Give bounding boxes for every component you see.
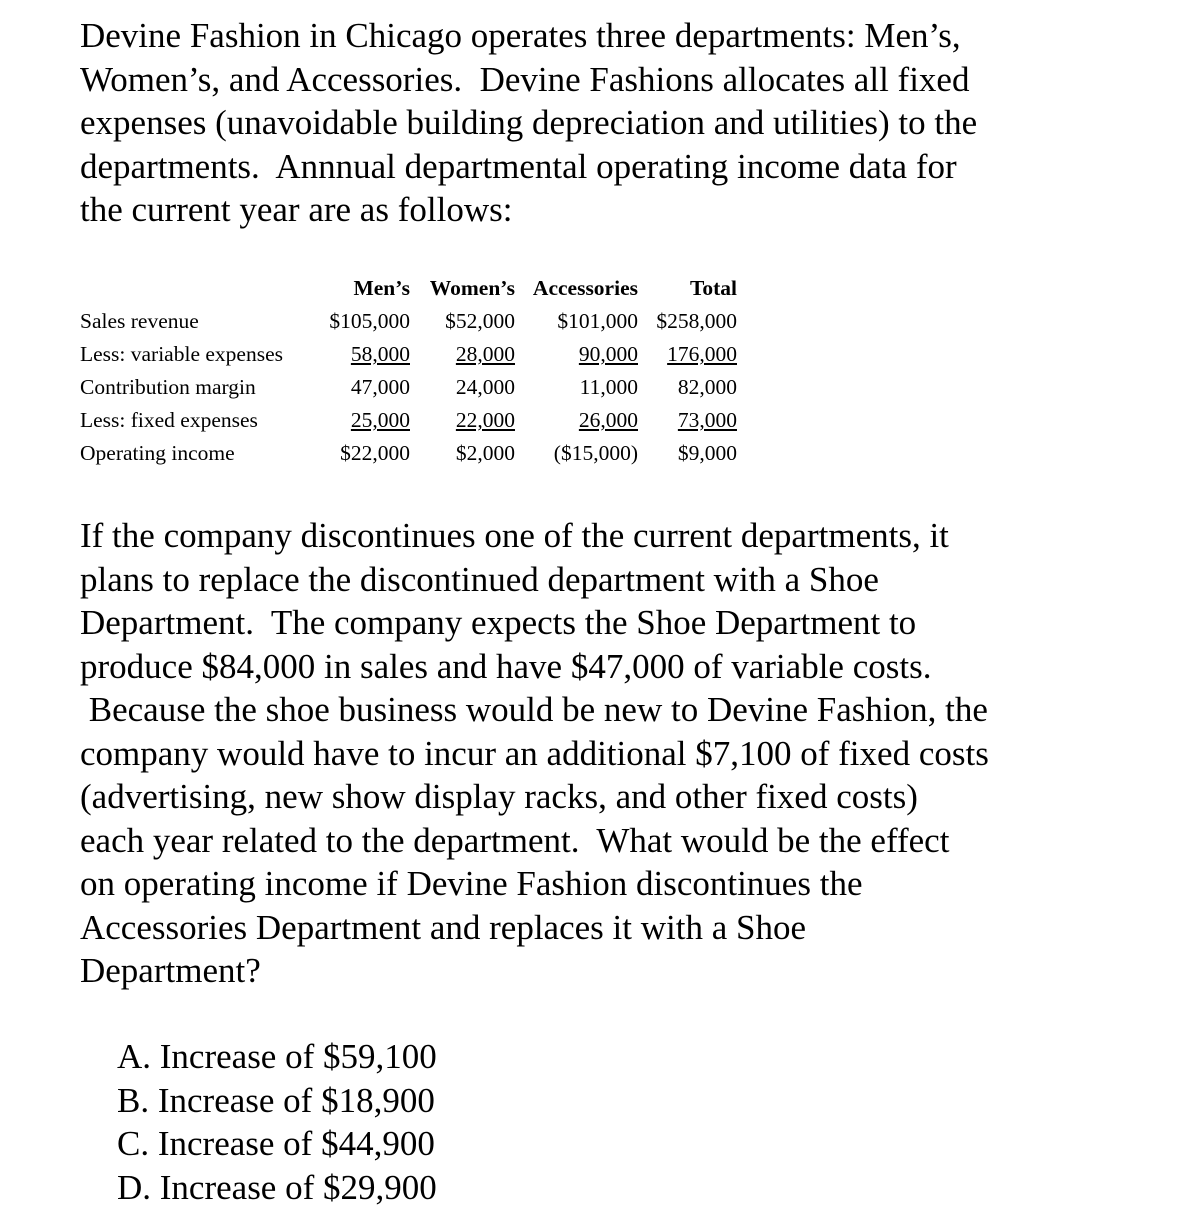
question-line: produce $84,000 in sales and have $47,000 of variable costs. <box>80 646 932 686</box>
table-cell: ($15,000) <box>553 441 638 465</box>
question-line: each year related to the department. What would be the effect <box>80 820 950 860</box>
answer-option[interactable]: A. Increase of $59,100 <box>117 1037 437 1076</box>
column-header: Accessories <box>532 276 638 300</box>
table-cell: 58,000 <box>350 342 410 366</box>
table-cell: 26,000 <box>578 408 638 432</box>
table-cell: 47,000 <box>350 375 410 399</box>
table-cell: 11,000 <box>579 375 638 399</box>
answer-option[interactable]: C. Increase of $44,900 <box>117 1124 435 1163</box>
row-label: Contribution margin <box>80 375 256 399</box>
row-label: Less: fixed expenses <box>80 408 258 432</box>
table-cell: 28,000 <box>455 342 515 366</box>
question-line: Department. The company expects the Shoe Department to <box>80 603 917 642</box>
intro-paragraph <box>80 14 977 232</box>
table-cell: 82,000 <box>677 375 737 399</box>
table-cell: $105,000 <box>329 309 410 333</box>
answer-option[interactable]: B. Increase of $18,900 <box>117 1080 435 1120</box>
intro-line: expenses (unavoidable building depreciation and utilities) to the <box>80 103 978 142</box>
answer-option[interactable]: D. Increase of $29,900 <box>117 1167 437 1207</box>
row-label: Less: variable expenses <box>80 342 283 366</box>
table-cell: 176,000 <box>667 342 737 366</box>
table-cell: $22,000 <box>340 441 410 465</box>
table-cell: 73,000 <box>677 408 737 432</box>
column-header: Men’s <box>353 276 410 300</box>
question-line: (advertising, new show display racks, and other fixed costs) <box>80 777 918 816</box>
column-header: Total <box>690 276 737 300</box>
intro-line: the current year are as follows: <box>80 190 513 229</box>
question-paragraph <box>80 514 989 993</box>
table-cell: $9,000 <box>677 441 737 465</box>
question-line: Accessories Department and replaces it with a Shoe <box>80 907 806 947</box>
table-cell: $101,000 <box>557 309 638 333</box>
row-label: Operating income <box>80 441 235 465</box>
question-line: Because the shoe business would be new to Devine Fashion, the <box>80 690 988 729</box>
row-label: Sales revenue <box>80 309 199 333</box>
question-line: Department? <box>80 951 261 990</box>
question-line: plans to replace the discontinued department with a Shoe <box>80 559 879 599</box>
intro-line: departments. Annnual departmental operating income data for <box>80 146 957 186</box>
intro-line: Devine Fashion in Chicago operates three departments: Men’s, <box>80 16 961 55</box>
question-line: If the company discontinues one of the current departments, it <box>80 516 949 555</box>
table-cell: 24,000 <box>455 375 515 399</box>
table-cell: 90,000 <box>578 342 638 366</box>
column-header: Women’s <box>429 276 515 300</box>
table-cell: $52,000 <box>445 309 515 333</box>
table-cell: 22,000 <box>455 408 515 432</box>
answer-options <box>117 1035 437 1209</box>
question-line: company would have to incur an additional $7,100 of fixed costs <box>80 733 989 773</box>
table-cell: 25,000 <box>350 408 410 432</box>
question-line: on operating income if Devine Fashion discontinues the <box>80 864 863 903</box>
table-cell: $258,000 <box>656 309 737 333</box>
table-cell: $2,000 <box>455 441 515 465</box>
intro-line: Women’s, and Accessories. Devine Fashions allocates all fixed <box>80 59 970 99</box>
